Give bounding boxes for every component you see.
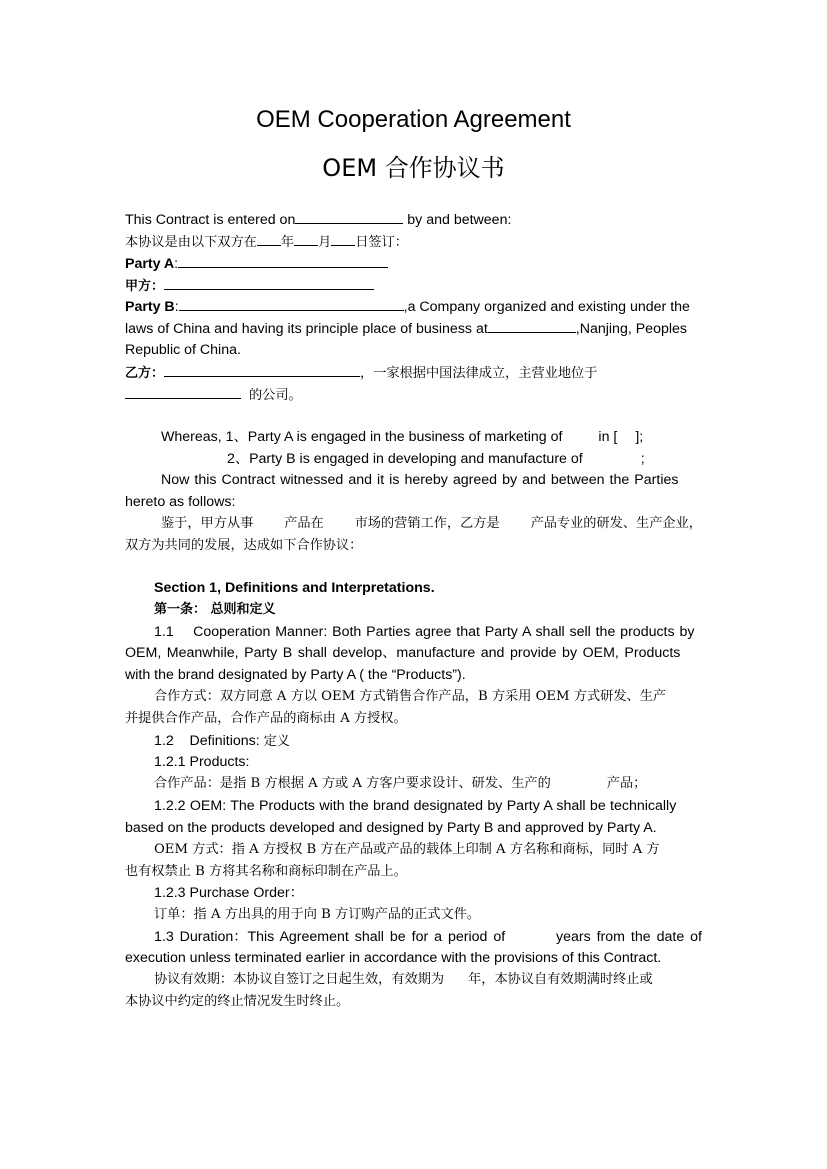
party-b-label: Party B	[125, 299, 175, 315]
month-label: 月	[318, 235, 332, 250]
s1-1-line2	[125, 643, 702, 663]
intro-text: by and between:	[403, 212, 512, 228]
party-b-text-b: ,Nanjing, Peoples	[575, 321, 687, 337]
s1-2-text: 1.2 Definitions:	[154, 733, 264, 749]
party-b-text-a: laws of China and having its principle place of business at	[125, 321, 488, 337]
whereas-text: 2、Party B is engaged in developing and manufacture of	[227, 451, 583, 467]
s1-3-cn-line1	[154, 970, 653, 990]
year-label: 年	[280, 235, 295, 250]
intro-line-date	[125, 209, 511, 229]
s1-1-line3: with the brand designated by Party A ( the “Products”).	[125, 667, 466, 683]
year-blank	[257, 231, 281, 246]
whereas-cn-line2: 双方为共同的发展，达成如下合作协议：	[125, 538, 363, 553]
party-b-cn-blank	[164, 362, 360, 377]
whereas-text: Now this Contract witnessed and it is hereby agreed by and between the Parties	[161, 472, 679, 488]
whereas-cn-text: 鉴于，甲方从事	[161, 516, 254, 531]
whereas-cn-text: 市场的营销工作，乙方是	[354, 516, 500, 531]
s1-3-cn-text: 年，本协议自有效期满时终止或	[468, 972, 653, 987]
intro-text: This Contract is entered on	[125, 212, 296, 228]
s1-3-text: 1.3 Duration：This Agreement shall be for a period of	[154, 929, 506, 945]
s1-2-2-text: 1.2.2 OEM: The Products with the brand designated by Party A shall be technically	[154, 798, 677, 814]
document-title-cn: OEM 合作协议书	[322, 154, 505, 182]
whereas-cn-text: 产品在	[284, 516, 324, 531]
s1-2-2-line2: based on the products developed and designed by Party B and approved by Party A.	[125, 820, 657, 836]
place-blank	[488, 318, 576, 333]
s1-2-line	[154, 731, 290, 751]
s1-2-1-cn-line	[154, 774, 646, 794]
whereas-text: ;	[640, 451, 645, 467]
party-b-head	[125, 296, 690, 316]
s1-1-line1	[154, 622, 702, 642]
s1-3-line2: execution unless terminated earlier in accordance with the provisions of this Contract.	[125, 950, 662, 966]
whereas-line2	[227, 449, 645, 469]
party-b-line	[125, 296, 702, 316]
s1-3-line1	[154, 927, 702, 947]
intro-line-date-cn	[125, 231, 408, 251]
party-b-cn-line2	[125, 384, 302, 404]
date-blank	[295, 209, 403, 224]
s1-2-1-cn-text: 合作产品：是指 B 方根据 A 方或 A 方客户要求设计、研发、生产的	[154, 776, 551, 791]
whereas-line3	[161, 470, 702, 490]
party-b-line3: Republic of China.	[125, 342, 241, 358]
s1-2-2-cn-line1: OEM 方式：指 A 方授权 B 方在产品或产品的载体上印制 A 方名称和商标，同时 A 方	[154, 842, 660, 857]
s1-1-cn-line1: 合作方式：双方同意 A 方以 OEM 方式销售合作产品，B 方采用 OEM 方式研发、生产	[154, 689, 667, 704]
party-a-cn-blank	[164, 275, 374, 290]
colon: :	[174, 256, 179, 272]
party-b-line2	[125, 318, 702, 338]
s1-1-text: OEM, Meanwhile, Party B shall develop、manufacture and provide by OEM, Products	[125, 645, 681, 661]
s1-2-cn-text: 定义	[263, 734, 290, 749]
colon: :	[174, 299, 179, 315]
address-blank	[125, 384, 241, 399]
whereas-cn-text: 产品专业的研发、生产企业，	[530, 516, 702, 531]
party-a-blank	[178, 253, 388, 268]
party-b-blank	[179, 296, 404, 311]
whereas-text: in [	[598, 429, 618, 445]
s1-1-text: 1.1 Cooperation Manner: Both Parties agree that Party A shall sell the products by	[154, 624, 695, 640]
party-a-cn-line	[125, 275, 374, 295]
day-label: 日签订：	[355, 235, 408, 250]
whereas-text: ];	[635, 429, 644, 445]
s1-2-1-line: 1.2.1 Products:	[154, 754, 250, 770]
party-b-cn-line	[125, 362, 597, 382]
s1-2-1-cn-text: 产品；	[606, 776, 647, 791]
whereas-line4: hereto as follows:	[125, 494, 236, 510]
s1-1-cn-line2: 并提供合作产品，合作产品的商标由 A 方授权。	[125, 711, 407, 726]
document-title: OEM Cooperation Agreement	[256, 106, 571, 133]
party-a-cn-label: 甲方：	[125, 279, 165, 294]
party-a-label: Party A	[125, 256, 175, 272]
s1-2-2-line1	[154, 796, 702, 816]
whereas-text: Whereas, 1、Party A is engaged in the business of marketing of	[161, 429, 563, 445]
s1-2-2-cn-line2: 也有权禁止 B 方将其名称和商标印制在产品上。	[125, 864, 407, 879]
whereas-line1	[161, 427, 643, 447]
party-a-line	[125, 253, 388, 273]
section1-heading: Section 1, Definitions and Interpretations.	[154, 580, 435, 596]
intro-text-cn: 本协议是由以下双方在	[125, 235, 257, 250]
month-blank	[294, 231, 318, 246]
s1-3-text: years from the date of	[555, 929, 702, 945]
party-b-cn-text: 的公司。	[249, 388, 302, 403]
s1-3-cn-text: 协议有效期：本协议自签订之日起生效，有效期为	[154, 972, 445, 987]
party-b-text	[125, 318, 687, 338]
s1-2-3-cn-line: 订单：指 A 方出具的用于向 B 方订购产品的正式文件。	[154, 907, 481, 922]
s1-3-cn-line2: 本协议中约定的终止情况发生时终止。	[125, 994, 350, 1009]
party-b-cn-label: 乙方：	[125, 366, 165, 381]
party-b-cn-text: ，一家根据中国法律成立，主营业地位于	[360, 366, 598, 381]
day-blank	[331, 231, 355, 246]
whereas-cn-line1	[161, 514, 702, 534]
party-b-text: ,a Company organized and existing under the	[403, 299, 690, 315]
section1-heading-cn: 第一条： 总则和定义	[154, 602, 276, 617]
s1-2-3-line: 1.2.3 Purchase Order：	[154, 885, 304, 901]
